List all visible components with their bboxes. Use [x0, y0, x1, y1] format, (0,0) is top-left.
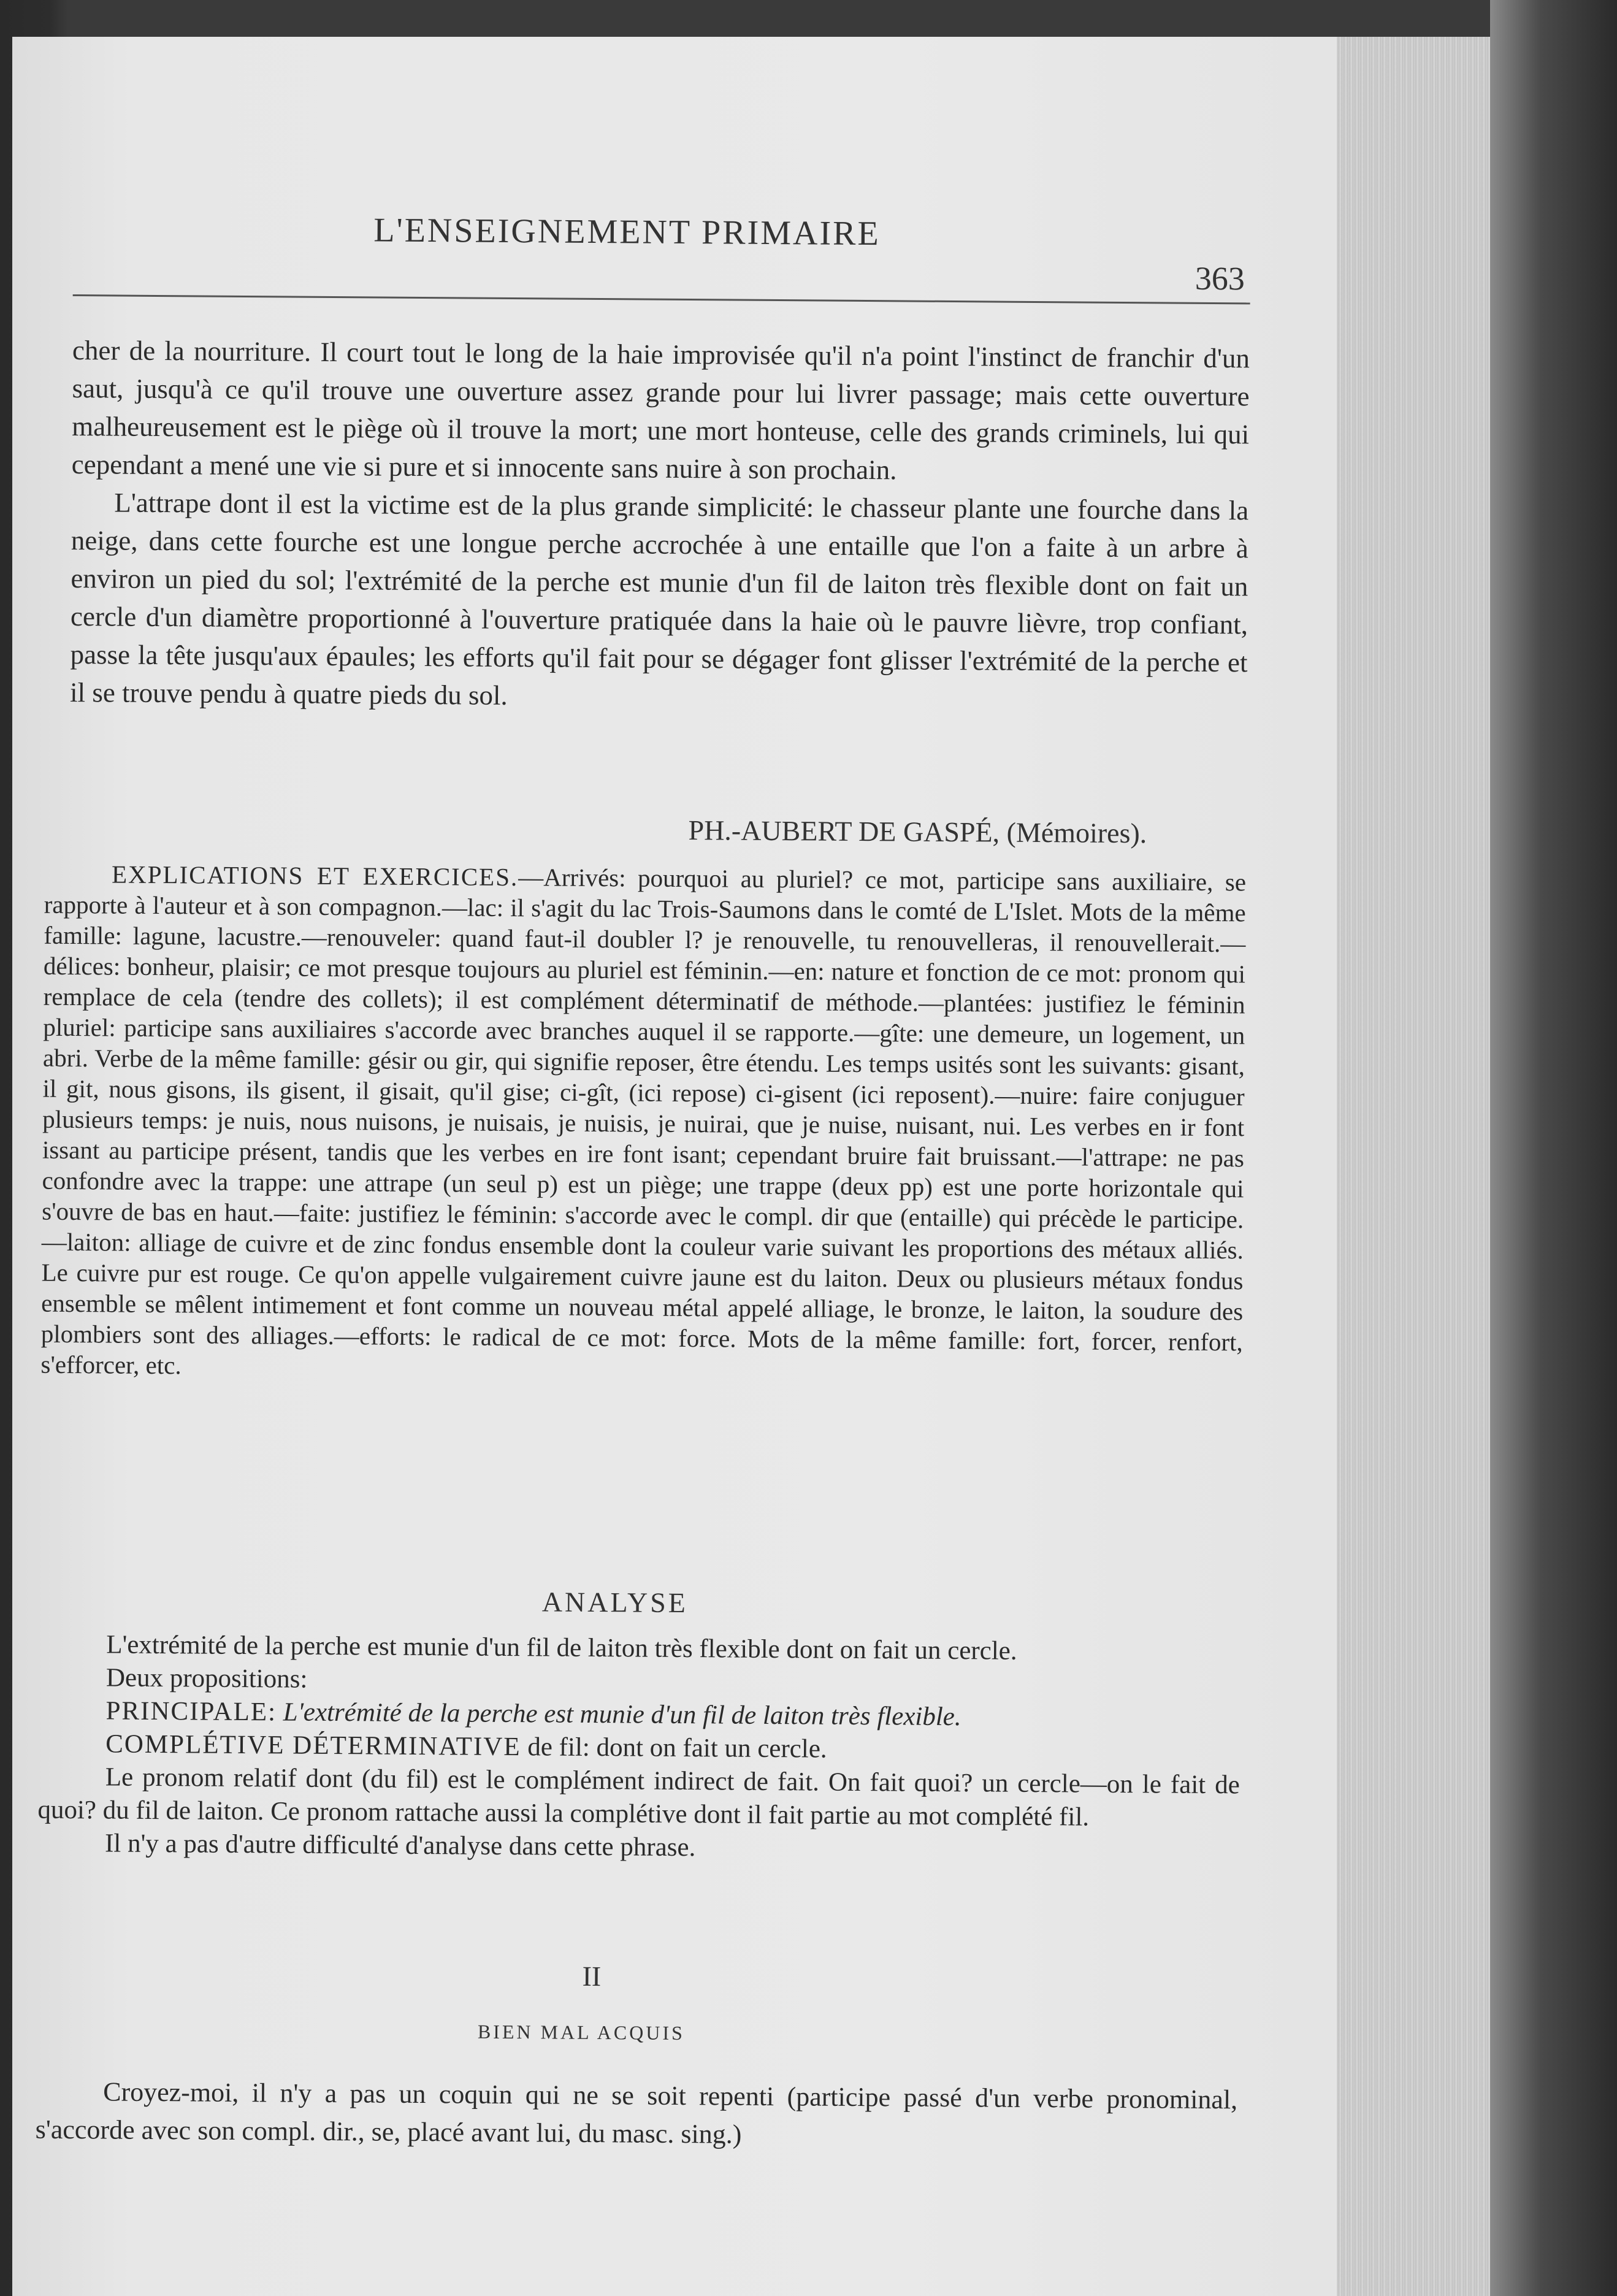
analyse-heading: ANALYSE [541, 1586, 689, 1619]
book-page [12, 37, 1490, 2296]
explications-section [40, 859, 1246, 1388]
section-paragraph: Croyez-moi, il n'y a pas un coquin qui ne se soit repenti (participe passé d'un verbe pronominal, s'accorde avec son compl. dir., se, placé avant lui, du masc. sing.) [35, 2076, 1238, 2149]
header-rule [73, 294, 1250, 304]
passage-paragraph: cher de la nourriture. Il court tout le long de la haie improvisée qu'il n'a point l'instinct de franchir d'un saut, jusqu'à ce qu'il trouve une ouverture assez grande pour lui livrer passage; mais cette ouverture malheureusement est le piège où il trouve la mort; une mort honteuse, celle des grands criminels, lui qui cependant a mené une vie si pure et si innocente sans nuire à son prochain. [71, 334, 1250, 486]
page-edges [1337, 37, 1490, 2296]
explications-text: —Arrivés: pourquoi au pluriel? ce mot, participe sans auxiliaire, se rapporte à l'auteur et à son compagnon.—lac: il s'agit du lac Trois-Saumons dans le comté de L'Islet. Mots de la même famille: lagune, lacustre.—renouveler: quand faut-il doubler l? je renouvelle, tu renouvelleras, il renouvellerait.—délices: bonheur, plaisir; ce mot presque toujours au pluriel est féminin.—en: nature et fonction de ce mot: pronom qui remplace de cela (tendre des collets); il est complément déterminatif de méthode.—plantées: justifiez le féminin pluriel: participe sans auxiliaires s'accorde avec branches auquel il se rapporte.—gîte: une demeure, un logement, un abri. Verbe de la même famille: gésir ou gir, qui signifie reposer, être étendu. Les temps usités sont les suivants: gisant, il git, nous gisons, ils gisent, il gisait, qu'il gise; ci-gît, (ici repose) ci-gisent (ici reposent).—nuire: faire conjuguer plusieurs temps: je nuis, nous nuisons, je nuisais, je nuisis, je nuirai, que je nuise, nuisant, nui. Les verbes en ir font issant au participe présent, tandis que les verbes en ire font isant; cependant bruire fait bruissant.—l'attrape: ne pas confondre avec la trappe: une attrape (un seul p) est un piège; une trappe (deux pp) est une porte horizontale qui s'ouvre de bas en haut.—faite: justifiez le féminin: s'accorde avec le compl. dir que (entaille) qui précède le participe.—laiton: alliage de cuivre et de zinc fondus ensemble dont la couleur varie suivant les proportions des métaux alliés. Le cuivre pur est rouge. Ce qu'on appelle vulgairement cuivre jaune est du laiton. Deux ou plusieurs métaux fondus ensemble se mêlent intimement et font comme un nouveau métal appelé alliage, le bronze, le laiton, la soudure des plombiers sont des alliages.—efforts: le radical de ce mot: force. Mots de la même famille: fort, forcer, renfort, s'efforcer, etc. [40, 863, 1247, 1380]
page-number: 363 [1195, 259, 1245, 297]
analyse-section [37, 1628, 1241, 1869]
section-text [36, 2073, 1238, 2157]
passage-attribution: PH.-AUBERT DE GASPÉ, (Mémoires). [688, 814, 1147, 849]
section-numeral: II [582, 1960, 602, 1992]
book-edge-shadow [1490, 0, 1617, 2296]
analyse-note: Le pronom relatif dont (du fil) est le complément indirect de fait. On fait quoi? un cercle—on le fait de quoi? du fil de laiton. Ce pronom rattache aussi la complétive dont il fait partie au mot complété fil. [37, 1762, 1240, 1832]
completive-text: de fil: dont on fait un cercle. [527, 1732, 827, 1764]
analyse-count: Deux propositions: [105, 1663, 308, 1694]
principale-label: PRINCIPALE: [105, 1696, 277, 1727]
explications-label: EXPLICATIONS ET EXERCICES. [111, 860, 519, 892]
page-content [35, 178, 1257, 2149]
completive-label: COMPLÉTIVE DÉTERMINATIVE [105, 1729, 521, 1762]
passage-paragraph: L'attrape dont il est la victime est de la plus grande simplicité: le chasseur plante une fourche dans la neige, dans cette fourche est une longue perche accrochée à une entaille que l'on a faite à un arbre à environ un pied du sol; l'extrémité de la perche est munie d'un fil de laiton très flexible dont on fait un cercle d'un diamètre proportionné à l'ouverture pratiquée dans la haie où le pauvre lièvre, trop confiant, passe la tête jusqu'aux épaules; les efforts qu'il fait pour se dégager font glisser l'extrémité de la perche et il se trouve pendu à quatre pieds du sol. [69, 487, 1249, 711]
section-subtitle: BIEN MAL ACQUIS [477, 2020, 685, 2045]
running-head [73, 178, 1257, 297]
explications-paragraph [40, 859, 1246, 1388]
principale-text: L'extrémité de la perche est munie d'un fil de laiton très flexible. [283, 1697, 961, 1732]
analyse-closing: Il n'y a pas d'autre difficulté d'analyse dans cette phrase. [104, 1829, 696, 1862]
page-header-title: L'ENSEIGNEMENT PRIMAIRE [373, 211, 881, 253]
analyse-sentence: L'extrémité de la perche est munie d'un fil de laiton très flexible dont on fait un cercle. [106, 1630, 1017, 1666]
main-passage [70, 331, 1250, 719]
